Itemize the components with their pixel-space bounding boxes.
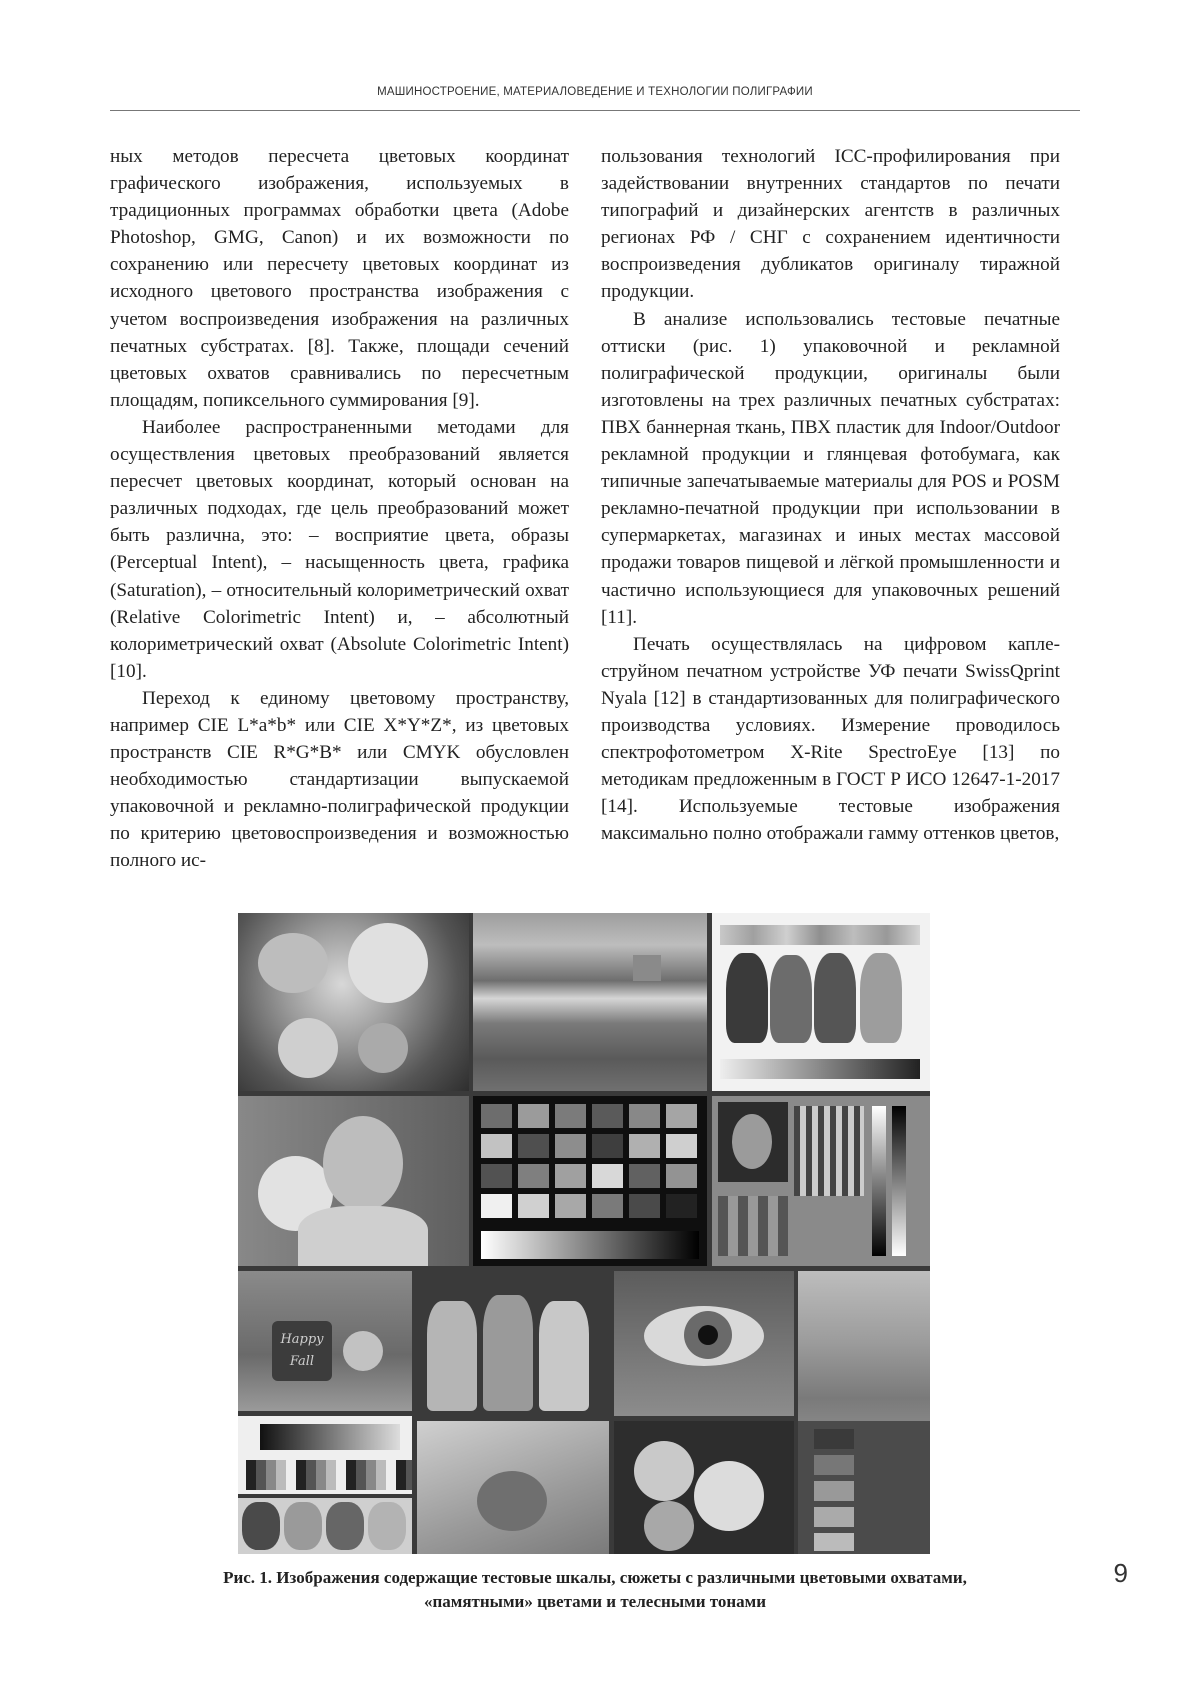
running-header: МАШИНОСТРОЕНИЕ, МАТЕРИАЛОВЕДЕНИЕ И ТЕХНОЛОГИИ ПОЛИГРАФИИ [377,86,813,98]
checker-patch [481,1164,512,1188]
happy-fall-photo [238,1271,412,1411]
paragraph: Переход к единому цветовому пространству, например CIE L*a*b* или CIE X*Y*Z*, из цветовых пространств CIE R*G*B* или CMYK обусловлен необходимостью стандартизации выпускаемой упаковочной и рекламно-полиграфической продукции по критерию цветовоспроизведения и возможностью полного ис- [110,687,569,872]
babies-portraits-strip [238,1498,412,1554]
checker-patch [592,1134,623,1158]
test-target-portrait [712,1096,930,1266]
checker-patch [666,1164,697,1188]
grey-patch-column [798,1421,930,1554]
checker-patch [555,1104,586,1128]
mountain-photo [473,913,707,1091]
checker-patch [555,1164,586,1188]
page-number: 9 [1113,1558,1128,1588]
paragraph: В анализе использовались тестовые печатные оттиски (рис. 1) упаковочной и рекламной полиграфической продукции, оригиналы были изготовлены на трех различных печатных субстратах: ПВХ баннерная ткань, ПВХ пластик для Indoor/Outdoor рекламной продукции и глянцевая фотобумага, как типичные запечатываемые материалы для POS и POSM рекламно-печатной продукции при использовании в супермаркетах, магазинах и иных местах массовой продажи товаров пищевой и лёгкой промышленности и частично использующиеся для упаковочных решений [11]. [601,308,1060,628]
paragraph: Печать осуществлялась на цифровом капле-струйном печатном устройстве УФ печати SwissQprint Nyala [12] в стандартизованных для полиграфического производства условиях. Измерение проводилось спектрофотометром X-Rite SpectroEye [13] по методикам предложенным в ГОСТ Р ИСО 12647-1-2017 [14]. Используемые тестовые изображения максимально полно отображали гамму оттенков цветов, [601,633,1060,845]
checker-patch [481,1104,512,1128]
checker-patch [592,1164,623,1188]
color-checker-chart [473,1096,707,1266]
checker-patch [629,1104,660,1128]
checker-patch [555,1134,586,1158]
portraits-with-scales [712,913,930,1091]
caption-line: «памятными» цветами и телесными тонами [423,1592,767,1611]
checker-patch [592,1194,623,1218]
checker-patch [666,1194,697,1218]
figure-test-images [238,913,930,1554]
chalkboard-sign: Happy Fall [272,1321,332,1381]
paragraph: Наиболее распространенными методами для осуществления цветовых преобразований является пересчет цветовых координат, который основан на различных подходах, где цель преобразований может быть различна, это: – восприятие цвета, образы (Perceptual Intent), – насыщенность цвета, графика (Saturation), – относительный колориметрический охват (Relative Colorimetric Intent) и, – абсолютный колориметрический охват (Absolute Colorimetric Intent) [10]. [110,416,569,682]
spice-sacks-photo [417,1271,609,1416]
checker-patch [629,1164,660,1188]
checker-patch [518,1194,549,1218]
checker-patch [481,1134,512,1158]
checker-patch [629,1194,660,1218]
citrus-fruit-photo [614,1421,794,1554]
girl-with-flower-photo [238,1096,469,1266]
checker-patch [481,1194,512,1218]
grey-ramp [481,1231,699,1259]
left-column [110,143,569,875]
checker-patch [666,1134,697,1158]
paragraph: пользования технологий ICC-профилирования при задействовании внутренних стандартов по печати типографий и дизайнерских агентств в различных регионах РФ / СНГ с сохранением идентичности воспроизведения дубликатов оригиналу тиражной продукции. [601,146,1060,303]
figure-caption [120,1566,1070,1614]
checker-patch [518,1164,549,1188]
checker-patch [518,1134,549,1158]
eye-photo [614,1271,794,1416]
checker-patch [518,1104,549,1128]
desert-child-photo [417,1421,609,1554]
paragraph: ных методов пересчета цветовых координат графического изображения, используемых в традиционных программах обработки цвета (Adobe Photoshop, GMG, Canon) и их возможности по сохранению или пересчету цветовых координат из исходного цветового пространства изображения с учетом воспроизведения изображения на различных печатных субстратах. [8]. Также, площади сечений цветовых охватов сравнивались по пересчетным площадям, попиксельного суммирования [9]. [110,146,569,411]
tea-tray-photo [238,913,469,1091]
grey-step-wedge [238,1416,412,1494]
checker-patch [592,1104,623,1128]
checker-patch [629,1134,660,1158]
caption-line: Рис. 1. Изображения содержащие тестовые шкалы, сюжеты с различными цветовыми охватами, [223,1568,967,1587]
right-column [601,143,1060,847]
checker-patch [666,1104,697,1128]
header-rule [110,110,1080,111]
checker-patch [555,1194,586,1218]
